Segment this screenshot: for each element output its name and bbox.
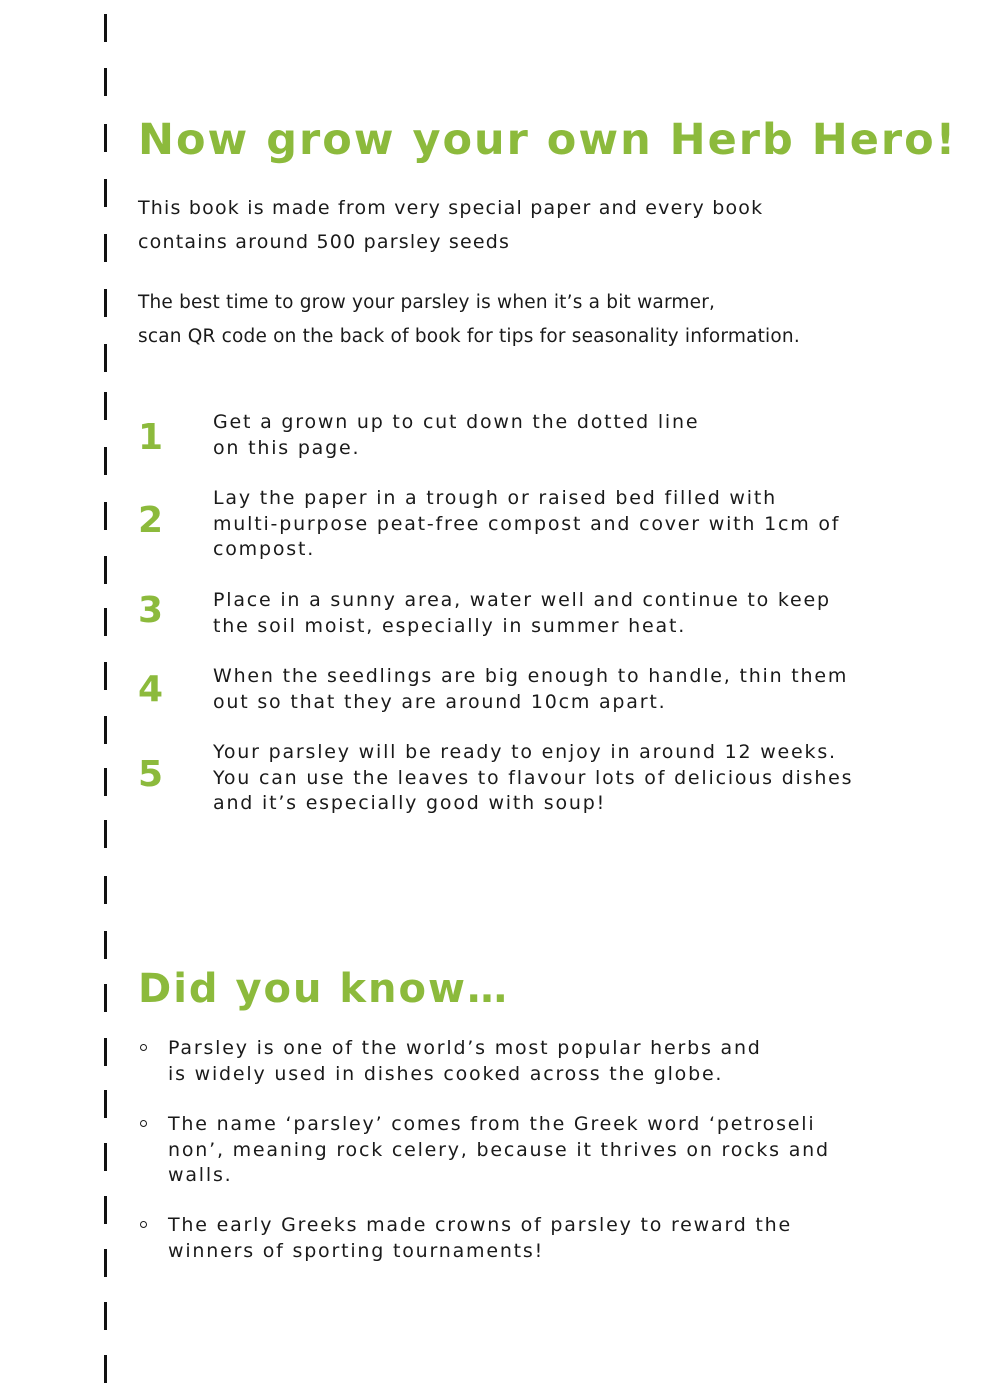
cut-line-dash [104,716,107,744]
step-text: Lay the paper in a trough or raised bed filled with multi-purpose peat-free compost and cover with 1cm of compost. [213,487,841,560]
section-heading: Did you know… [138,966,509,1012]
step-number: 3 [138,590,164,631]
step-number: 5 [138,754,164,795]
cut-line-dash [104,392,107,420]
cut-line-dash [104,1249,107,1277]
cut-line-dash [104,768,107,796]
bullet-icon [140,1120,147,1127]
cut-line-dash [104,289,107,317]
cut-line-dash [104,931,107,959]
cut-line-dash [104,662,107,690]
cut-line-dash [104,14,107,42]
cut-line-dash [104,876,107,904]
cut-line-dash [104,124,107,152]
step-text: Your parsley will be ready to enjoy in around 12 weeks. You can use the leaves to flavour lots of delicious dishes and it’s especially good with soup! [213,741,854,814]
step-text: When the seedlings are big enough to handle, thin them out so that they are around 10cm apart. [213,665,849,713]
intro-paragraph: This book is made from very special paper and every book contains around 500 parsley seeds [138,197,764,253]
cut-line-dash [104,68,107,96]
page-title: Now grow your own Herb Hero! [138,115,958,165]
cut-line-dash [104,1196,107,1224]
cut-line-dash [104,234,107,262]
cut-line-dash [104,179,107,207]
cut-line-dash [104,502,107,530]
bullet-icon [140,1221,147,1228]
step-text: Get a grown up to cut down the dotted line on this page. [213,411,700,459]
bullet-icon [140,1044,147,1051]
cut-line-dash [104,820,107,848]
cut-line-dash [104,1038,107,1066]
cut-line-dash [104,608,107,636]
cut-line-dash [104,1143,107,1171]
step-text: Place in a sunny area, water well and continue to keep the soil moist, especially in summer heat. [213,589,831,637]
cut-line-dash [104,447,107,475]
cut-line-dash [104,1302,107,1330]
step-number: 1 [138,417,164,458]
intro-paragraph: The best time to grow your parsley is when it’s a bit warmer, scan QR code on the back of book for tips for seasonality information. [138,292,800,347]
cut-line-dash [104,1090,107,1118]
cut-line-dash [104,1355,107,1383]
cut-line-dash [104,984,107,1012]
fact-text: Parsley is one of the world’s most popular herbs and is widely used in dishes cooked across the globe. [168,1037,762,1085]
cut-line [104,0,108,1393]
cut-line-dash [104,556,107,584]
cut-line-dash [104,344,107,372]
step-number: 4 [138,669,164,710]
fact-text: The early Greeks made crowns of parsley to reward the winners of sporting tournaments! [168,1214,793,1262]
step-number: 2 [138,500,164,541]
fact-text: The name ‘parsley’ comes from the Greek word ‘petroseli non’, meaning rock celery, because it thrives on rocks and walls. [168,1113,830,1186]
